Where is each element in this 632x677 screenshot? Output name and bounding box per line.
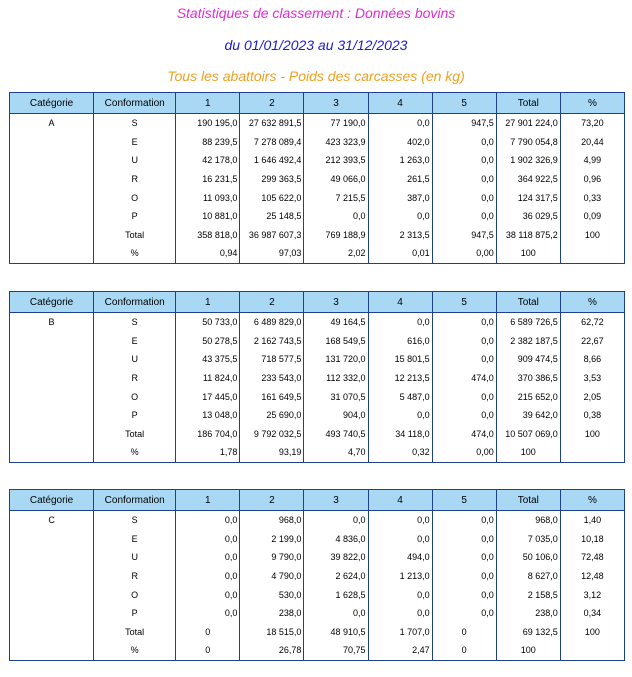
value-cell: 161 649,5	[240, 387, 304, 406]
category-cell: C	[10, 511, 94, 530]
value-cell: 9 790,0	[240, 548, 304, 567]
category-cell	[10, 244, 94, 263]
value-cell	[560, 641, 624, 660]
value-cell: 299 363,5	[240, 170, 304, 189]
table-row	[10, 585, 625, 604]
table-category-c	[9, 489, 625, 661]
conformation-cell: U	[94, 548, 176, 567]
value-cell: 0	[432, 623, 496, 642]
table-row	[10, 133, 625, 152]
column-header: 4	[368, 490, 432, 511]
value-cell: 50 278,5	[176, 332, 240, 351]
value-cell: 0,0	[176, 604, 240, 623]
table-header-row	[10, 93, 625, 114]
value-cell	[560, 443, 624, 462]
value-cell: 947,5	[432, 114, 496, 133]
category-cell	[10, 350, 94, 369]
value-cell: 20,44	[560, 133, 624, 152]
value-cell: 0,0	[368, 313, 432, 332]
value-cell: 73,20	[560, 114, 624, 133]
value-cell: 27 901 224,0	[496, 114, 560, 133]
category-cell	[10, 623, 94, 642]
value-cell: 2 162 743,5	[240, 332, 304, 351]
value-cell: 25 148,5	[240, 207, 304, 226]
value-cell: 0,0	[368, 585, 432, 604]
value-cell: 100	[560, 226, 624, 245]
table-row	[10, 244, 625, 263]
value-cell: 15 801,5	[368, 350, 432, 369]
table-row	[10, 406, 625, 425]
value-cell: 2,02	[304, 244, 368, 263]
conformation-cell: E	[94, 332, 176, 351]
value-cell: 0,01	[368, 244, 432, 263]
table-row	[10, 604, 625, 623]
value-cell: 31 070,5	[304, 387, 368, 406]
value-cell: 34 118,0	[368, 425, 432, 444]
value-cell: 72,48	[560, 548, 624, 567]
table-category-b	[9, 291, 625, 463]
value-cell: 0,34	[560, 604, 624, 623]
value-cell: 6 489 829,0	[240, 313, 304, 332]
conformation-cell: %	[94, 641, 176, 660]
value-cell: 13 048,0	[176, 406, 240, 425]
value-cell: 0,0	[176, 530, 240, 549]
value-cell: 0,00	[432, 244, 496, 263]
conformation-cell: R	[94, 170, 176, 189]
category-cell	[10, 170, 94, 189]
value-cell: 1 902 326,9	[496, 151, 560, 170]
value-cell: 70,75	[304, 641, 368, 660]
value-cell: 0,0	[432, 548, 496, 567]
value-cell: 968,0	[240, 511, 304, 530]
value-cell: 62,72	[560, 313, 624, 332]
value-cell: 2,05	[560, 387, 624, 406]
conformation-cell: S	[94, 313, 176, 332]
conformation-cell: P	[94, 604, 176, 623]
value-cell: 1 646 492,4	[240, 151, 304, 170]
value-cell: 105 622,0	[240, 188, 304, 207]
table-row	[10, 425, 625, 444]
value-cell: 38 118 875,2	[496, 226, 560, 245]
value-cell: 69 132,5	[496, 623, 560, 642]
value-cell: 364 922,5	[496, 170, 560, 189]
value-cell: 100	[496, 244, 560, 263]
category-cell	[10, 188, 94, 207]
value-cell: 17 445,0	[176, 387, 240, 406]
conformation-cell: O	[94, 387, 176, 406]
category-cell	[10, 133, 94, 152]
value-cell: 2 199,0	[240, 530, 304, 549]
value-cell: 909 474,5	[496, 350, 560, 369]
value-cell: 493 740,5	[304, 425, 368, 444]
conformation-cell: U	[94, 350, 176, 369]
column-header: Total	[496, 93, 560, 114]
table-header-row	[10, 490, 625, 511]
value-cell: 112 332,0	[304, 369, 368, 388]
value-cell: 12,48	[560, 567, 624, 586]
conformation-cell: R	[94, 369, 176, 388]
value-cell: 36 029,5	[496, 207, 560, 226]
conformation-cell: S	[94, 114, 176, 133]
table-row	[10, 369, 625, 388]
value-cell: 97,03	[240, 244, 304, 263]
value-cell: 0,0	[176, 511, 240, 530]
value-cell: 0,0	[176, 548, 240, 567]
table-row	[10, 511, 625, 530]
category-cell	[10, 567, 94, 586]
value-cell: 0,0	[176, 567, 240, 586]
value-cell: 904,0	[304, 406, 368, 425]
value-cell: 8 627,0	[496, 567, 560, 586]
category-cell	[10, 151, 94, 170]
value-cell: 131 720,0	[304, 350, 368, 369]
value-cell: 9 792 032,5	[240, 425, 304, 444]
column-header: Conformation	[94, 93, 176, 114]
table-row	[10, 332, 625, 351]
value-cell: 49 066,0	[304, 170, 368, 189]
value-cell: 1 707,0	[368, 623, 432, 642]
value-cell: 100	[560, 425, 624, 444]
value-cell: 0,0	[432, 406, 496, 425]
category-cell	[10, 387, 94, 406]
value-cell: 2 313,5	[368, 226, 432, 245]
column-header: Catégorie	[10, 292, 94, 313]
value-cell: 0,0	[368, 114, 432, 133]
column-header: 2	[240, 292, 304, 313]
value-cell: 474,0	[432, 369, 496, 388]
table-row	[10, 530, 625, 549]
value-cell: 423 323,9	[304, 133, 368, 152]
value-cell: 238,0	[496, 604, 560, 623]
table-row	[10, 443, 625, 462]
value-cell: 0,0	[432, 567, 496, 586]
value-cell: 0,0	[432, 133, 496, 152]
value-cell: 616,0	[368, 332, 432, 351]
value-cell: 0,0	[432, 511, 496, 530]
value-cell: 100	[496, 443, 560, 462]
value-cell: 49 164,5	[304, 313, 368, 332]
value-cell: 100	[560, 623, 624, 642]
table-row	[10, 548, 625, 567]
value-cell: 168 549,5	[304, 332, 368, 351]
value-cell: 0,38	[560, 406, 624, 425]
column-header: %	[560, 292, 624, 313]
value-cell: 2 382 187,5	[496, 332, 560, 351]
value-cell: 0,33	[560, 188, 624, 207]
value-cell: 0,0	[432, 313, 496, 332]
value-cell: 4 836,0	[304, 530, 368, 549]
value-cell: 0,0	[304, 604, 368, 623]
column-header: 3	[304, 93, 368, 114]
conformation-cell: E	[94, 530, 176, 549]
value-cell: 22,67	[560, 332, 624, 351]
value-cell: 36 987 607,3	[240, 226, 304, 245]
table-row	[10, 226, 625, 245]
value-cell	[560, 244, 624, 263]
value-cell: 12 213,5	[368, 369, 432, 388]
value-cell: 0,0	[304, 207, 368, 226]
value-cell: 11 824,0	[176, 369, 240, 388]
value-cell: 190 195,0	[176, 114, 240, 133]
value-cell: 39 822,0	[304, 548, 368, 567]
value-cell: 0,09	[560, 207, 624, 226]
value-cell: 718 577,5	[240, 350, 304, 369]
category-cell	[10, 604, 94, 623]
value-cell: 3,53	[560, 369, 624, 388]
value-cell: 7 035,0	[496, 530, 560, 549]
category-cell	[10, 369, 94, 388]
value-cell: 0	[432, 641, 496, 660]
value-cell: 1 263,0	[368, 151, 432, 170]
value-cell: 0,0	[432, 207, 496, 226]
category-cell	[10, 425, 94, 444]
category-cell	[10, 207, 94, 226]
conformation-cell: Total	[94, 623, 176, 642]
value-cell: 0,0	[432, 170, 496, 189]
table-header-row	[10, 292, 625, 313]
value-cell: 0,94	[176, 244, 240, 263]
value-cell: 0,96	[560, 170, 624, 189]
value-cell: 968,0	[496, 511, 560, 530]
value-cell: 124 317,5	[496, 188, 560, 207]
report-title: Statistiques de classement : Données bovins	[176, 5, 456, 21]
value-cell: 0,0	[432, 151, 496, 170]
column-header: 4	[368, 93, 432, 114]
table-row	[10, 188, 625, 207]
column-header: %	[560, 93, 624, 114]
value-cell: 1 628,5	[304, 585, 368, 604]
column-header: %	[560, 490, 624, 511]
table-row	[10, 641, 625, 660]
value-cell: 18 515,0	[240, 623, 304, 642]
value-cell: 0,0	[432, 530, 496, 549]
column-header: 2	[240, 490, 304, 511]
value-cell: 93,19	[240, 443, 304, 462]
value-cell: 2 624,0	[304, 567, 368, 586]
category-cell	[10, 641, 94, 660]
value-cell: 0,0	[368, 207, 432, 226]
column-header: Conformation	[94, 490, 176, 511]
value-cell: 26,78	[240, 641, 304, 660]
value-cell: 4,70	[304, 443, 368, 462]
value-cell: 7 215,5	[304, 188, 368, 207]
value-cell: 769 188,9	[304, 226, 368, 245]
category-cell	[10, 406, 94, 425]
column-header: Catégorie	[10, 490, 94, 511]
column-header: 3	[304, 292, 368, 313]
value-cell: 474,0	[432, 425, 496, 444]
value-cell: 39 642,0	[496, 406, 560, 425]
value-cell: 0,0	[432, 332, 496, 351]
value-cell: 0,0	[368, 604, 432, 623]
column-header: Conformation	[94, 292, 176, 313]
report-scope: Tous les abattoirs - Poids des carcasses (en kg)	[167, 68, 465, 84]
value-cell: 4,99	[560, 151, 624, 170]
table-row	[10, 313, 625, 332]
value-cell: 0,32	[368, 443, 432, 462]
value-cell: 0,0	[432, 604, 496, 623]
conformation-cell: O	[94, 188, 176, 207]
value-cell: 0,0	[432, 188, 496, 207]
value-cell: 8,66	[560, 350, 624, 369]
value-cell: 402,0	[368, 133, 432, 152]
value-cell: 0,0	[304, 511, 368, 530]
value-cell: 1,78	[176, 443, 240, 462]
value-cell: 2 158,5	[496, 585, 560, 604]
table-category-a	[9, 92, 625, 264]
column-header: Total	[496, 292, 560, 313]
value-cell: 5 487,0	[368, 387, 432, 406]
value-cell: 947,5	[432, 226, 496, 245]
value-cell: 42 178,0	[176, 151, 240, 170]
value-cell: 215 652,0	[496, 387, 560, 406]
conformation-cell: P	[94, 406, 176, 425]
column-header: 1	[176, 490, 240, 511]
value-cell: 0,0	[432, 350, 496, 369]
value-cell: 494,0	[368, 548, 432, 567]
value-cell: 0,0	[176, 585, 240, 604]
value-cell: 48 910,5	[304, 623, 368, 642]
value-cell: 0	[176, 641, 240, 660]
column-header: Total	[496, 490, 560, 511]
value-cell: 233 543,0	[240, 369, 304, 388]
value-cell: 0,0	[432, 585, 496, 604]
column-header: 5	[432, 93, 496, 114]
table-row	[10, 207, 625, 226]
value-cell: 186 704,0	[176, 425, 240, 444]
conformation-cell: Total	[94, 226, 176, 245]
value-cell: 0	[176, 623, 240, 642]
category-cell	[10, 530, 94, 549]
report-period: du 01/01/2023 au 31/12/2023	[224, 37, 408, 53]
category-cell	[10, 548, 94, 567]
table-row	[10, 114, 625, 133]
value-cell: 10,18	[560, 530, 624, 549]
conformation-cell: S	[94, 511, 176, 530]
table-row	[10, 170, 625, 189]
column-header: Catégorie	[10, 93, 94, 114]
value-cell: 0,0	[368, 406, 432, 425]
category-cell: B	[10, 313, 94, 332]
conformation-cell: E	[94, 133, 176, 152]
value-cell: 25 690,0	[240, 406, 304, 425]
value-cell: 77 190,0	[304, 114, 368, 133]
value-cell: 1 213,0	[368, 567, 432, 586]
value-cell: 0,0	[432, 387, 496, 406]
conformation-cell: %	[94, 443, 176, 462]
value-cell: 0,00	[432, 443, 496, 462]
category-cell	[10, 443, 94, 462]
value-cell: 238,0	[240, 604, 304, 623]
category-cell: A	[10, 114, 94, 133]
table-row	[10, 350, 625, 369]
column-header: 1	[176, 292, 240, 313]
value-cell: 50 733,0	[176, 313, 240, 332]
value-cell: 358 818,0	[176, 226, 240, 245]
table-row	[10, 387, 625, 406]
value-cell: 3,12	[560, 585, 624, 604]
conformation-cell: R	[94, 567, 176, 586]
value-cell: 88 239,5	[176, 133, 240, 152]
table-row	[10, 567, 625, 586]
value-cell: 1,40	[560, 511, 624, 530]
column-header: 2	[240, 93, 304, 114]
value-cell: 50 106,0	[496, 548, 560, 567]
conformation-cell: P	[94, 207, 176, 226]
value-cell: 43 375,5	[176, 350, 240, 369]
table-row	[10, 151, 625, 170]
column-header: 4	[368, 292, 432, 313]
value-cell: 212 393,5	[304, 151, 368, 170]
conformation-cell: U	[94, 151, 176, 170]
value-cell: 7 278 089,4	[240, 133, 304, 152]
value-cell: 387,0	[368, 188, 432, 207]
value-cell: 16 231,5	[176, 170, 240, 189]
value-cell: 10 507 069,0	[496, 425, 560, 444]
column-header: 5	[432, 490, 496, 511]
value-cell: 0,0	[368, 530, 432, 549]
category-cell	[10, 332, 94, 351]
value-cell: 10 881,0	[176, 207, 240, 226]
value-cell: 0,0	[368, 511, 432, 530]
value-cell: 4 790,0	[240, 567, 304, 586]
table-row	[10, 623, 625, 642]
value-cell: 6 589 726,5	[496, 313, 560, 332]
value-cell: 7 790 054,8	[496, 133, 560, 152]
value-cell: 2,47	[368, 641, 432, 660]
value-cell: 530,0	[240, 585, 304, 604]
value-cell: 27 632 891,5	[240, 114, 304, 133]
conformation-cell: Total	[94, 425, 176, 444]
value-cell: 370 386,5	[496, 369, 560, 388]
value-cell: 11 093,0	[176, 188, 240, 207]
category-cell	[10, 585, 94, 604]
column-header: 1	[176, 93, 240, 114]
value-cell: 261,5	[368, 170, 432, 189]
column-header: 5	[432, 292, 496, 313]
category-cell	[10, 226, 94, 245]
conformation-cell: %	[94, 244, 176, 263]
value-cell: 100	[496, 641, 560, 660]
column-header: 3	[304, 490, 368, 511]
conformation-cell: O	[94, 585, 176, 604]
